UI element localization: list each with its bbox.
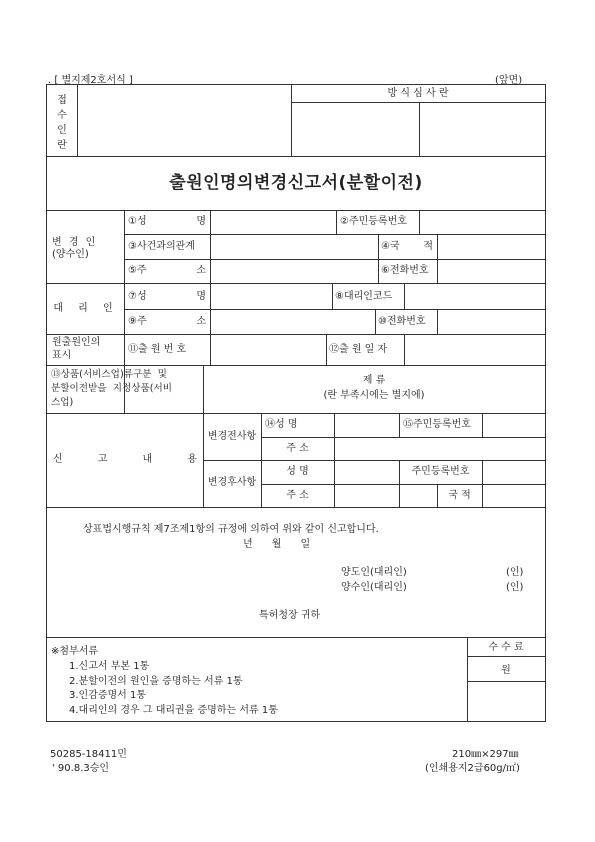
- agent-address-label: ⑨주 소: [128, 316, 206, 327]
- class-note: (란 부족시에는 별지에): [323, 390, 425, 401]
- form-title: 출원인명의변경신고서(분할이전): [169, 173, 423, 193]
- form-code: 50285-18411민: [50, 749, 127, 760]
- original-applicant-label: 원출원인의 표시: [52, 337, 101, 361]
- recipient: 특허청장 귀하: [259, 610, 321, 621]
- transferee-label: 양수인(대리인): [341, 582, 407, 593]
- transferor-label: 양도인(대리인): [341, 567, 407, 578]
- app-number-label: ⑪출 원 번 호: [128, 344, 187, 355]
- assignee-label: 변 경 인 (양수인): [52, 237, 98, 260]
- agent-phone-label: ⑩전화번호: [378, 316, 426, 327]
- before-label: 변경전사항: [207, 431, 257, 442]
- assignee-relation-label: ③사건과의관계: [128, 241, 195, 252]
- agent-label: 대 리 인: [53, 303, 119, 314]
- before-rrn-label: ⑮주민등록번호: [403, 419, 471, 430]
- report-form: [46, 84, 546, 722]
- paper-spec: (인쇄용지2급60g/㎡): [425, 763, 520, 774]
- review-label: 방 식 심 사 란: [387, 88, 449, 99]
- transferor-seal: (인): [506, 567, 524, 578]
- attachments-title: ※첨부서류: [51, 646, 99, 657]
- assignee-phone-label: ⑥전화번호: [381, 265, 429, 276]
- receipt-label: 접 수 인 란: [57, 95, 67, 151]
- attachment-item: 3.인감증명서 1통: [69, 690, 147, 701]
- after-name-label: 성 명: [286, 466, 309, 477]
- after-address-label: 주 소: [286, 490, 309, 501]
- statement-text: 상표법시행규칙 제7조제1항의 규정에 의하여 위와 같이 신고합니다.: [83, 524, 379, 535]
- attachment-item: 4.대리인의 경우 그 대리권을 증명하는 서류 1통: [69, 705, 278, 716]
- report-content-label: 신 고 내 용: [53, 454, 197, 465]
- attachment-item: 1.신고서 부본 1통: [69, 661, 150, 672]
- after-rrn-label: 주민등록번호: [411, 466, 470, 477]
- attachment-item: 2.분할이전의 원인을 증명하는 서류 1통: [69, 676, 243, 687]
- assignee-address-label: ⑤주 소: [128, 265, 206, 276]
- fee-label: 수 수 료: [488, 642, 524, 653]
- after-label: 변경후사항: [207, 477, 257, 488]
- goods-label: ⑬상품(서비스업)류구분 및 분할이전받을 지정상품(서비 스업): [51, 369, 173, 408]
- paper-size: 210㎜×297㎜: [452, 749, 519, 760]
- agent-code-label: ⑧대리인코드: [335, 291, 393, 302]
- approval-date: ' 90.8.3승인: [52, 763, 110, 774]
- assignee-name-label: ①성 명: [128, 216, 206, 227]
- fee-unit: 원: [501, 665, 511, 676]
- app-date-label: ⑫출 원 일 자: [329, 344, 388, 355]
- agent-name-label: ⑦성 명: [128, 291, 206, 302]
- transferee-seal: (인): [506, 582, 524, 593]
- class-label: 제 류: [362, 375, 386, 386]
- assignee-rrn-label: ②주민등록번호: [340, 216, 407, 227]
- after-nationality-label: 국 적: [448, 490, 471, 501]
- statement-date: 년 월 일: [243, 539, 311, 550]
- assignee-nationality-label: ④국 적: [381, 241, 433, 252]
- page-side: (앞면): [495, 75, 523, 86]
- form-number: . [ 별지제2호서식 ]: [48, 75, 133, 86]
- before-address-label: 주 소: [286, 443, 309, 454]
- before-name-label: ⑭성 명: [265, 419, 298, 430]
